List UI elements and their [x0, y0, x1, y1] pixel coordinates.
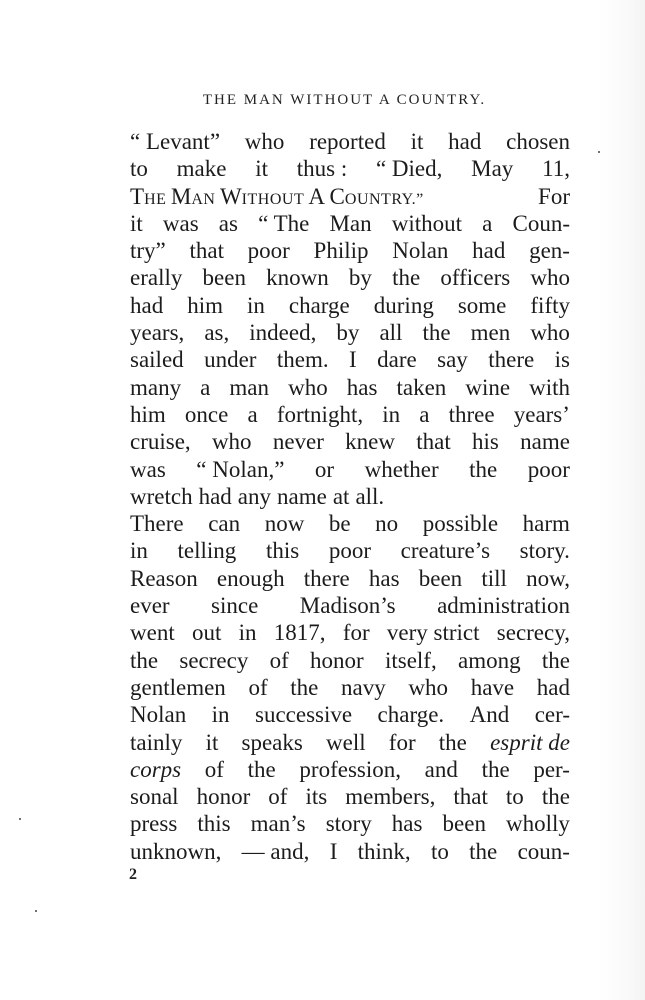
- word: now,: [526, 565, 570, 591]
- word: honor: [310, 647, 364, 673]
- text-line: [130, 401, 570, 428]
- word: enough: [216, 565, 285, 591]
- word: to: [130, 156, 148, 182]
- word: chosen: [506, 129, 570, 154]
- word: in: [382, 401, 401, 427]
- word: unknown,: [130, 838, 222, 864]
- word: all.: [355, 483, 385, 509]
- word: say: [437, 347, 468, 373]
- text-line: [130, 565, 570, 592]
- word: under: [204, 347, 257, 373]
- word: have: [470, 674, 515, 700]
- word: out: [191, 620, 222, 646]
- word: by: [348, 265, 372, 291]
- word: or: [314, 456, 335, 482]
- word: the: [541, 647, 570, 673]
- text-line: [130, 292, 570, 319]
- word: gen-: [529, 238, 570, 264]
- word: esprit de: [490, 729, 570, 755]
- word: members,: [345, 784, 436, 810]
- text-line: [130, 456, 570, 483]
- word: it: [205, 729, 219, 755]
- word: think,: [357, 838, 411, 864]
- word: who: [408, 674, 449, 700]
- word: very strict: [386, 620, 480, 646]
- word: — and,: [241, 838, 310, 864]
- word: of: [268, 784, 288, 810]
- word: to: [505, 784, 524, 810]
- word: many: [130, 374, 182, 400]
- text-line: [130, 483, 570, 510]
- word: Man: [329, 210, 372, 236]
- word: a: [247, 401, 258, 427]
- word: May: [471, 156, 514, 182]
- word: story: [325, 811, 372, 837]
- word: erally: [130, 265, 183, 291]
- page-edge-shadow: [598, 0, 645, 1000]
- word: For: [538, 183, 570, 209]
- word: knew: [345, 429, 395, 455]
- word: speaks: [241, 729, 303, 755]
- word: went: [130, 620, 175, 646]
- word: since: [211, 593, 259, 619]
- word: the: [247, 756, 276, 782]
- word: for: [342, 620, 370, 646]
- word: and: [424, 756, 458, 782]
- word: 1817,: [273, 620, 326, 646]
- word: who: [244, 129, 285, 154]
- word: now: [264, 511, 305, 537]
- word: wretch: [130, 483, 193, 509]
- word: And: [469, 702, 510, 728]
- word: name: [277, 483, 327, 509]
- paper-speck: [19, 818, 21, 820]
- word: no: [375, 511, 399, 537]
- word: as: [218, 210, 238, 236]
- word: cruise,: [130, 429, 191, 455]
- word: it: [410, 129, 424, 154]
- word: as,: [204, 320, 230, 346]
- word: There: [130, 511, 184, 537]
- word: never: [272, 429, 324, 455]
- word: harm: [522, 511, 570, 537]
- word: charge: [288, 292, 350, 318]
- text-line: [130, 183, 570, 210]
- word: be: [328, 511, 351, 537]
- word: wine: [465, 374, 511, 400]
- word: well: [326, 729, 366, 755]
- text-line: [130, 838, 570, 865]
- word: the: [130, 647, 159, 673]
- word: had: [198, 483, 232, 509]
- word: in: [238, 620, 257, 646]
- word: any: [237, 483, 272, 509]
- word: been: [418, 565, 463, 591]
- word: “ Nolan,”: [196, 456, 285, 482]
- word: till: [481, 565, 507, 591]
- word: creature’s: [400, 538, 491, 564]
- word: the: [469, 456, 498, 482]
- text-line: [130, 319, 570, 346]
- word: reported: [309, 129, 386, 154]
- text-line: [130, 155, 570, 182]
- word: has: [391, 811, 423, 837]
- word: a: [482, 210, 493, 236]
- word: fifty: [530, 292, 570, 318]
- word: fortnight,: [276, 401, 364, 427]
- word: “ The: [258, 210, 310, 236]
- word: been: [442, 811, 486, 837]
- word: Nolan: [392, 238, 449, 264]
- text-line: [130, 210, 570, 237]
- word: per-: [533, 756, 570, 782]
- word: been: [202, 265, 246, 291]
- word: name: [520, 429, 570, 455]
- word: profession,: [299, 756, 401, 782]
- word: the: [392, 265, 421, 291]
- word: him: [130, 401, 166, 427]
- word: poor: [328, 538, 371, 564]
- word: man: [229, 374, 270, 400]
- word: itself,: [384, 647, 437, 673]
- word: Reason: [130, 565, 198, 591]
- word: whether: [364, 456, 439, 482]
- word: the: [481, 756, 510, 782]
- word: secrecy,: [496, 620, 570, 646]
- text-line: [130, 783, 570, 810]
- word: has: [368, 565, 400, 591]
- word: his: [472, 429, 499, 455]
- word: the: [438, 729, 467, 755]
- word: was: [162, 210, 199, 236]
- word: all: [379, 320, 403, 346]
- word: him: [187, 292, 223, 318]
- body-text: [130, 128, 570, 865]
- word: story.: [519, 538, 570, 564]
- word: at: [332, 483, 350, 509]
- word: had: [448, 129, 482, 154]
- word: navy: [341, 674, 386, 700]
- word: this: [197, 811, 231, 837]
- word: try”: [130, 238, 166, 264]
- word: man’s: [250, 811, 306, 837]
- text-line: [130, 674, 570, 701]
- word: dare: [377, 347, 417, 373]
- word: administration: [437, 593, 570, 619]
- word: men: [470, 320, 511, 346]
- text-line: [130, 729, 570, 756]
- word: that: [416, 429, 451, 455]
- word: indeed,: [249, 320, 317, 346]
- word: of: [248, 674, 268, 700]
- word: telling: [177, 538, 237, 564]
- word: with: [529, 374, 570, 400]
- word: in: [211, 702, 230, 728]
- word: for: [388, 729, 416, 755]
- text-line: [130, 346, 570, 373]
- word: the: [290, 674, 319, 700]
- word: a: [200, 374, 211, 400]
- word: coun-: [517, 838, 570, 864]
- word: poor: [527, 456, 570, 482]
- text-line: [130, 237, 570, 264]
- text-line: [130, 264, 570, 291]
- word: “ Died,: [375, 156, 443, 182]
- small-caps-title: THE MAN WITHOUT A COUNTRY.”: [130, 183, 424, 209]
- text-line: [130, 510, 570, 537]
- word: sailed: [130, 347, 184, 373]
- word: tainly: [130, 729, 183, 755]
- text-line: [130, 128, 570, 155]
- word: Philip: [313, 238, 369, 264]
- word: 11,: [542, 156, 570, 182]
- word: three: [448, 401, 495, 427]
- word: “ Levant”: [130, 129, 221, 154]
- word: the: [541, 784, 570, 810]
- word: among: [457, 647, 521, 673]
- word: once: [184, 401, 229, 427]
- word: is: [554, 347, 570, 373]
- word: successive: [255, 702, 353, 728]
- word: cer-: [534, 702, 570, 728]
- text-line: [130, 428, 570, 455]
- text-line: [130, 756, 570, 783]
- word: known: [266, 265, 329, 291]
- word: them.: [276, 347, 329, 373]
- word: in: [130, 538, 148, 564]
- word: by: [336, 320, 360, 346]
- word: without: [391, 210, 463, 236]
- word: it: [255, 156, 268, 182]
- word: Coun-: [512, 210, 570, 236]
- word: Nolan: [130, 702, 187, 728]
- word: possible: [422, 511, 499, 537]
- text-line: [130, 592, 570, 619]
- word: had: [536, 674, 570, 700]
- word: to: [430, 838, 449, 864]
- page-number: 2: [129, 866, 137, 883]
- word: had: [130, 292, 164, 318]
- word: some: [457, 292, 507, 318]
- text-line: [130, 374, 570, 401]
- word: during: [373, 292, 434, 318]
- word: corps: [130, 756, 182, 782]
- word: who: [288, 374, 328, 400]
- word: was: [130, 456, 166, 482]
- word: I: [329, 838, 338, 864]
- text-line: [130, 810, 570, 837]
- word: there: [303, 565, 350, 591]
- word: officers: [440, 265, 511, 291]
- word: had: [472, 238, 506, 264]
- running-head: THE MAN WITHOUT A COUNTRY.: [202, 92, 487, 108]
- word: honor: [196, 784, 251, 810]
- text-line: [130, 619, 570, 646]
- word: wholly: [506, 811, 570, 837]
- word: years’: [513, 401, 570, 427]
- text-line: [130, 647, 570, 674]
- word: taken: [396, 374, 447, 400]
- word: thus :: [296, 156, 348, 182]
- word: who: [530, 320, 570, 346]
- word: the: [469, 838, 498, 864]
- paper-speck: [35, 910, 37, 912]
- word: can: [208, 511, 241, 537]
- word: make: [176, 156, 227, 182]
- text-line: [130, 537, 570, 564]
- paper-speck: [598, 151, 600, 153]
- word: poor: [247, 238, 290, 264]
- word: Madison’s: [299, 593, 396, 619]
- word: the: [422, 320, 451, 346]
- word: its: [305, 784, 328, 810]
- word: press: [130, 811, 178, 837]
- text-line: [130, 701, 570, 728]
- word: who: [530, 265, 570, 291]
- word: that: [189, 238, 224, 264]
- word: this: [265, 538, 300, 564]
- word: ever: [130, 593, 170, 619]
- word: sonal: [130, 784, 179, 810]
- word: that: [453, 784, 488, 810]
- word: years,: [130, 320, 185, 346]
- word: a: [419, 401, 430, 427]
- word: has: [346, 374, 378, 400]
- word: who: [211, 429, 252, 455]
- word: of: [204, 756, 224, 782]
- word: it: [130, 210, 143, 236]
- word: I: [349, 347, 357, 373]
- word: secrecy: [179, 647, 249, 673]
- word: of: [269, 647, 289, 673]
- word: there: [488, 347, 535, 373]
- word: charge.: [377, 702, 445, 728]
- word: gentlemen: [130, 674, 226, 700]
- word: in: [247, 292, 265, 318]
